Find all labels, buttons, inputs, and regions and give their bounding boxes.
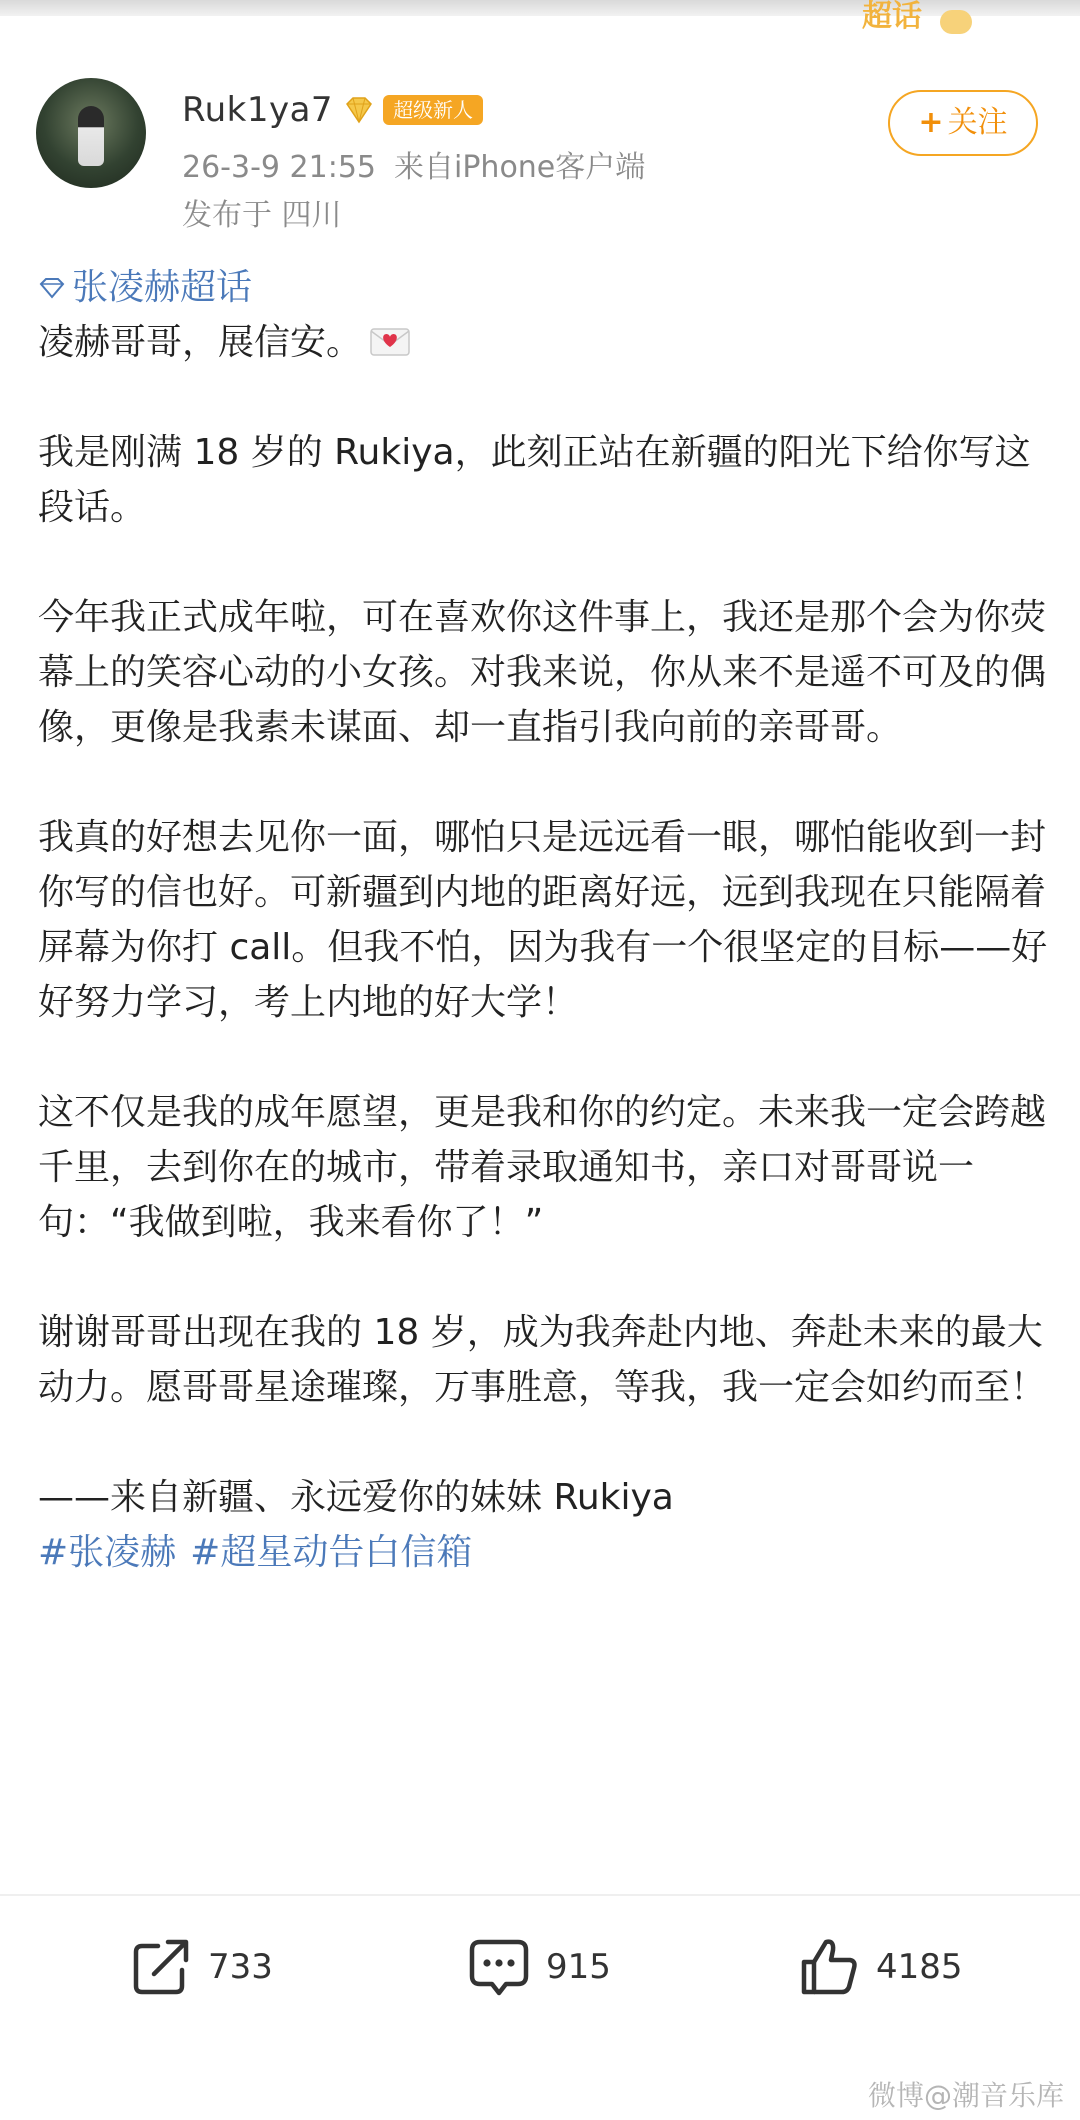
comment-count: 915	[546, 1947, 611, 1987]
avatar[interactable]	[36, 78, 146, 188]
greeting-line	[38, 315, 1048, 370]
supertopic-label: 张凌赫超话	[72, 267, 253, 308]
follow-label: 关注	[947, 105, 1008, 140]
divider	[0, 1894, 1080, 1896]
greeting-text: 凌赫哥哥，展信安。	[38, 322, 363, 363]
watermark: 微博@潮音乐库	[867, 2079, 1064, 2112]
supertopic-link[interactable]	[38, 260, 1048, 315]
hashtag-link[interactable]: #超星动告白信箱	[190, 1532, 473, 1573]
paragraph: 谢谢哥哥出现在我的 18 岁，成为我奔赴内地、奔赴未来的最大动力。愿哥哥星途璀璨，万事胜意，等我，我一定会如约而至！	[38, 1312, 1047, 1408]
thumbs-up-icon	[796, 1934, 862, 2000]
diamond-verified-icon	[343, 95, 375, 125]
signature-line: ——来自新疆、永远爱你的妹妹 Rukiya	[38, 1477, 674, 1518]
plus-icon: +	[918, 105, 944, 140]
username-row	[182, 88, 483, 132]
love-letter-icon	[368, 324, 412, 358]
post-timestamp: 26-3-9 21:55	[182, 150, 376, 185]
paragraph: 今年我正式成年啦，可在喜欢你这件事上，我还是那个会为你荧幕上的笑容心动的小女孩。对我来说，你从来不是遥不可及的偶像，更像是我素未谋面、却一直指引我向前的亲哥哥。	[38, 597, 1047, 748]
share-icon	[128, 1934, 194, 2000]
paragraph: 我真的好想去见你一面，哪怕只是远远看一眼，哪怕能收到一封你写的信也好。可新疆到内地的距离好远，远到我现在只能隔着屏幕为你打 call。但我不怕，因为我有一个很坚定的目标——好好努力学习，考上内地的好大学！	[38, 817, 1048, 1023]
username[interactable]: Ruk1ya7	[182, 90, 334, 130]
paragraph: 这不仅是我的成年愿望，更是我和你的约定。未来我一定会跨越千里，去到你在的城市，带着录取通知书，亲口对哥哥说一句：“我做到啦，我来看你了！”	[38, 1092, 1047, 1243]
comment-button[interactable]	[466, 1932, 611, 2002]
action-bar	[0, 1920, 1080, 2010]
supertopic-chip[interactable]: 超话	[862, 0, 922, 34]
avatar-figure	[78, 106, 104, 166]
like-count: 4185	[876, 1947, 963, 1987]
share-count: 733	[208, 1947, 273, 1987]
post-header	[0, 72, 1080, 242]
member-badge: 超级新人	[383, 95, 483, 125]
post-location: 发布于 四川	[182, 198, 342, 233]
hashtag-row	[38, 1525, 1048, 1580]
comment-icon	[466, 1934, 532, 2000]
paragraph: 我是刚满 18 岁的 Rukiya，此刻正站在新疆的阳光下给你写这段话。	[38, 432, 1031, 528]
post-body	[38, 260, 1048, 1580]
follow-button[interactable]	[888, 90, 1038, 156]
diamond-icon	[38, 276, 66, 300]
post-source: 来自iPhone客户端	[394, 150, 646, 185]
chat-bubble-icon	[940, 10, 972, 34]
post-meta	[182, 142, 645, 186]
hashtag-link[interactable]: #张凌赫	[38, 1532, 177, 1573]
share-button[interactable]	[128, 1932, 273, 2002]
like-button[interactable]	[796, 1932, 963, 2002]
